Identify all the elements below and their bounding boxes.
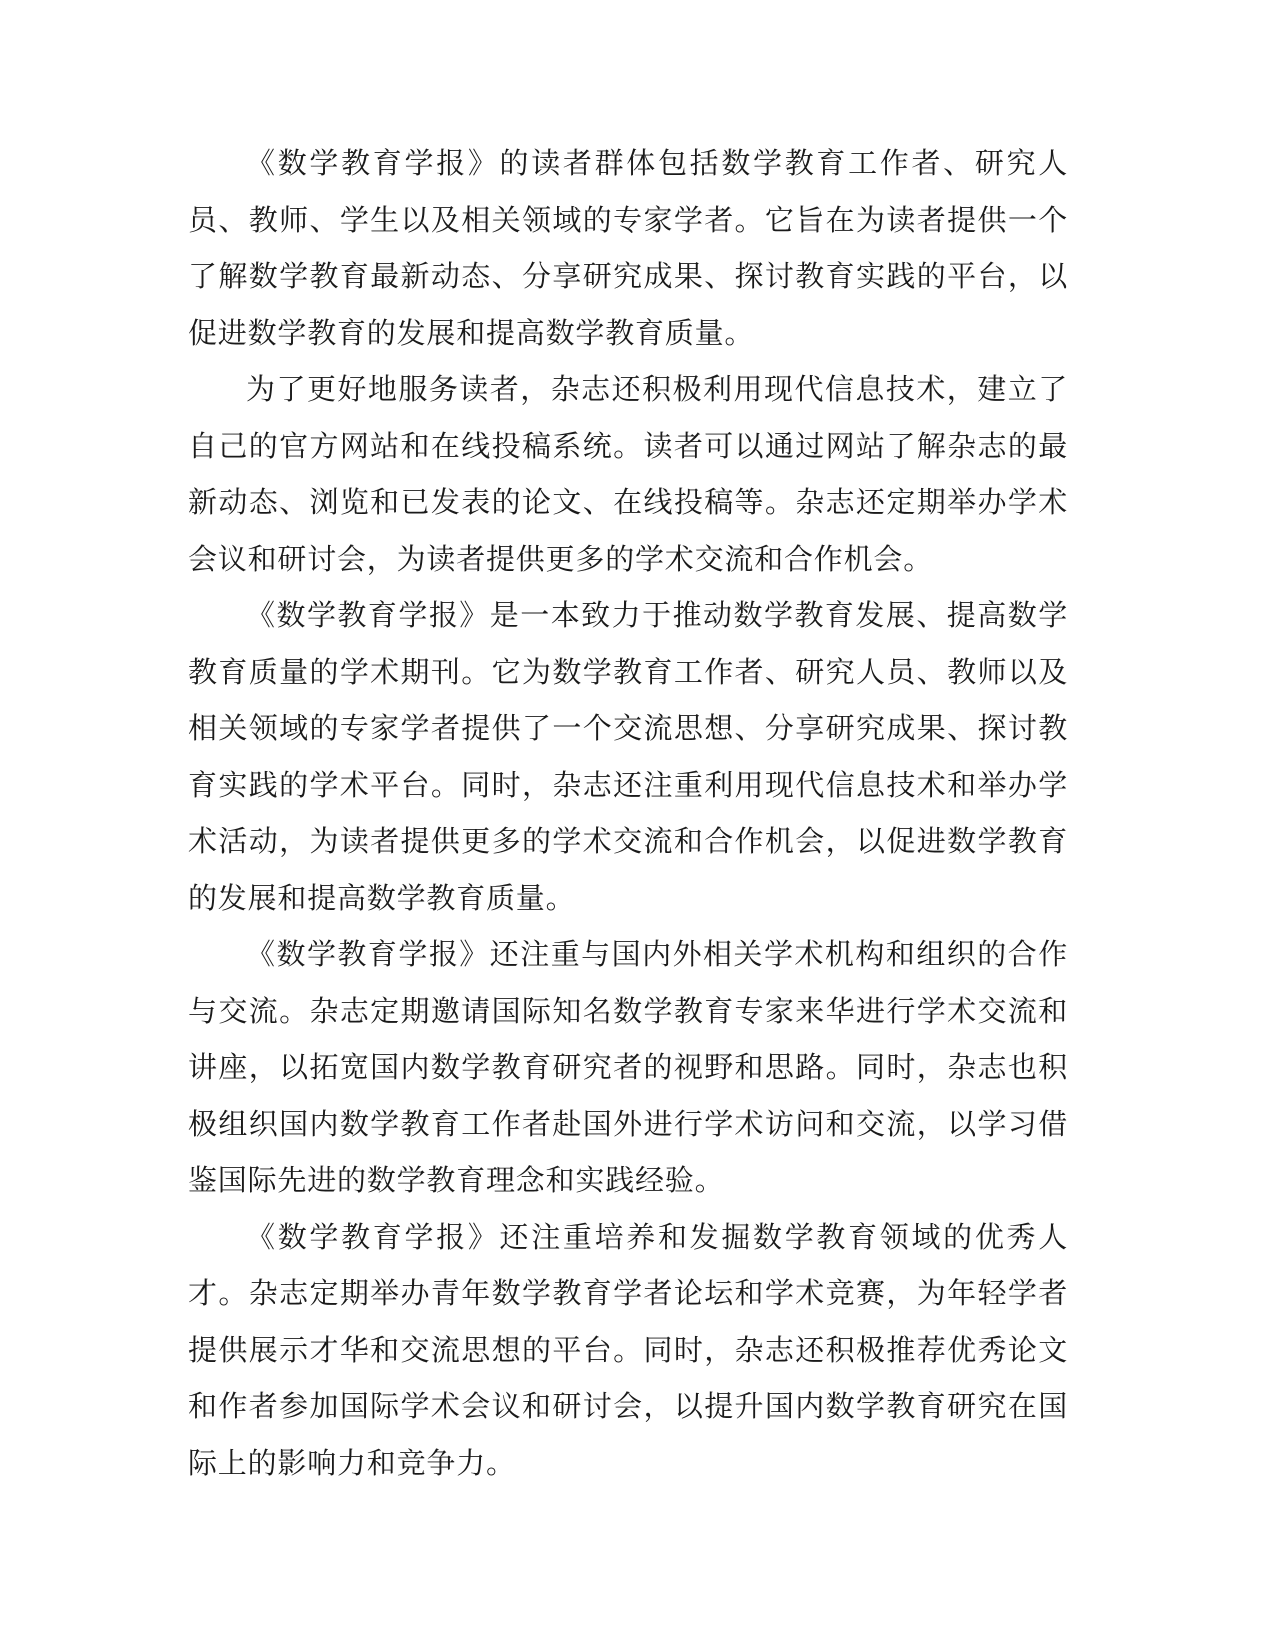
paragraph-readership: 《数学教育学报》的读者群体包括数学教育工作者、研究人员、教师、学生以及相关领域的专家学者。它旨在为读者提供一个了解数学教育最新动态、分享研究成果、探讨教育实践的平台，以促进数学教育的发展和提高数学教育质量。 (188, 146, 1068, 350)
paragraph-international-cooperation: 《数学教育学报》还注重与国内外相关学术机构和组织的合作与交流。杂志定期邀请国际知名数学教育专家来华进行学术交流和讲座，以拓宽国内数学教育研究者的视野和思路。同时，杂志也积极组织国内数学教育工作者赴国外进行学术访问和交流，以学习借鉴国际先进的数学教育理念和实践经验。 (188, 937, 1068, 1197)
paragraph-talent-cultivation: 《数学教育学报》还注重培养和发掘数学教育领域的优秀人才。杂志定期举办青年数学教育学者论坛和学术竞赛，为年轻学者提供展示才华和交流思想的平台。同时，杂志还积极推荐优秀论文和作者参加国际学术会议和研讨会，以提升国内数学教育研究在国际上的影响力和竞争力。 (188, 1219, 1068, 1480)
paragraph-journal-summary: 《数学教育学报》是一本致力于推动数学教育发展、提高数学教育质量的学术期刊。它为数学教育工作者、研究人员、教师以及相关领域的专家学者提供了一个交流思想、分享研究成果、探讨教育实践的学术平台。同时，杂志还注重利用现代信息技术和举办学术活动，为读者提供更多的学术交流和合作机会，以促进数学教育的发展和提高数学教育质量。 (188, 598, 1068, 915)
document-body (188, 135, 1068, 1491)
paragraph-website-services: 为了更好地服务读者，杂志还积极利用现代信息技术，建立了自己的官方网站和在线投稿系统。读者可以通过网站了解杂志的最新动态、浏览和已发表的论文、在线投稿等。杂志还定期举办学术会议和研讨会，为读者提供更多的学术交流和合作机会。 (188, 372, 1068, 576)
